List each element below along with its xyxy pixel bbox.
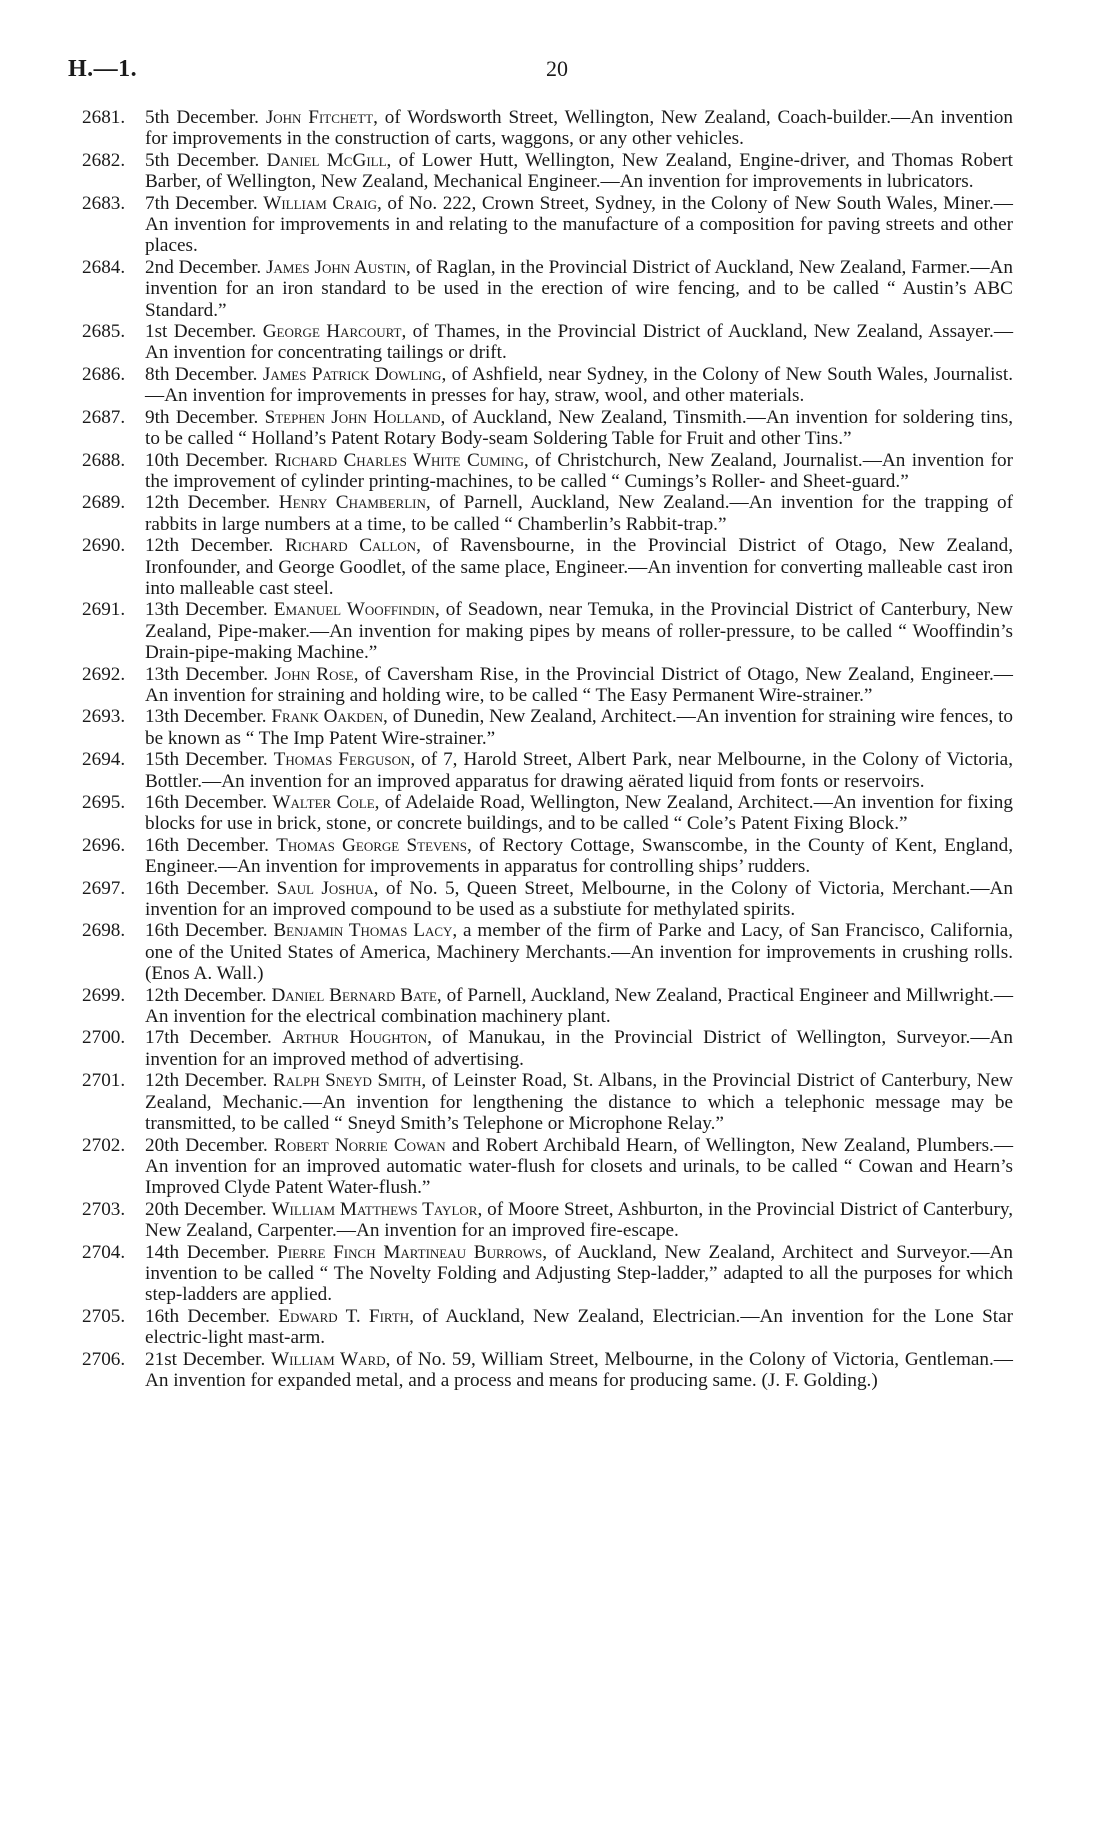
entry-number: 2695.: [82, 792, 126, 813]
entry-date: 12th December.: [145, 984, 267, 1006]
entry-description: , of Ashfield, near Sydney, in the Colony of New South Wales, Journalist.—An invention for improvements in presses for hay, straw, wool, and other materials.: [145, 363, 1014, 407]
patent-entry: [82, 1027, 1013, 1070]
patent-entry: [82, 1070, 1013, 1134]
patent-entry: [82, 835, 1013, 878]
entry-description: , of No. 222, Crown Street, Sydney, in the Colony of New South Wales, Miner.—An invention for improvements in and relating to the manufacture of a composition for paving streets and other places.: [145, 192, 1013, 257]
page-number: 20: [546, 56, 568, 81]
entry-number: 2687.: [82, 406, 126, 428]
patent-entry: [82, 878, 1013, 921]
applicant-name: Pierre Finch Martineau Burrows: [277, 1241, 543, 1263]
entry-date: 5th December.: [145, 149, 260, 171]
applicant-name: John Fitchett: [265, 107, 374, 128]
entry-date: 2nd December.: [145, 256, 262, 278]
patent-entry: [82, 706, 1013, 749]
entry-description: , of Seadown, near Temuka, in the Provincial District of Canterbury, New Zealand, Pipe-maker.—An invention for making pipes by means of roller-pressure, to be called “ Wooffindin’s Drain-pipe-making Machine.”: [145, 599, 1014, 664]
entry-description: , of Auckland, New Zealand, Tinsmith.—An invention for soldering tins, to be called “ Holland’s Patent Rotary Body-seam Soldering Table for Fruit and other Tins.”: [145, 406, 1013, 450]
entry-date: 17th December.: [145, 1027, 272, 1049]
entry-number: 2706.: [82, 1348, 126, 1370]
entry-number: 2681.: [82, 107, 126, 128]
entry-description: , of Wordsworth Street, Wellington, New Zealand, Coach-builder.—An invention for improvements in the construction of carts, waggons, or any other vehicles.: [145, 107, 1013, 150]
patent-entry: [82, 920, 1013, 984]
applicant-name: James Patrick Dowling: [262, 363, 442, 385]
entry-date: 16th December.: [145, 1305, 270, 1327]
patent-entry: [82, 985, 1013, 1028]
entry-number: 2702.: [82, 1134, 126, 1156]
entry-description: and Robert Archibald Hearn, of Wellington, New Zealand, Plumbers.—An invention for an improved automatic water-flush for closets and urinals, to be called “ Cowan and Hearn’s Improved Clyde Patent Water-flush.”: [145, 1134, 1014, 1199]
entry-number: 2682.: [82, 149, 126, 171]
entry-number: 2696.: [82, 834, 126, 856]
entry-date: 8th December.: [145, 363, 258, 385]
patent-entry: [82, 792, 1013, 835]
entry-number: 2698.: [82, 920, 126, 942]
patent-entry: [82, 321, 1013, 364]
entry-number: 2691.: [82, 599, 126, 621]
applicant-name: William Matthews Taylor: [271, 1198, 478, 1220]
applicant-name: Frank Oakden: [271, 706, 383, 728]
applicant-name: Emanuel Wooffindin: [273, 599, 435, 621]
entry-description: , of Auckland, New Zealand, Architect and Surveyor.—An invention to be called “ The Novelty Folding and Adjusting Step-ladder,” adapted to all the purposes for which step-ladders are applied.: [145, 1241, 1014, 1306]
entry-number: 2683.: [82, 192, 126, 214]
patent-entry: [82, 364, 1013, 407]
entry-number: 2689.: [82, 492, 126, 514]
applicant-name: William Ward: [271, 1348, 386, 1370]
patent-entry: [82, 257, 1013, 321]
entry-description: , of Lower Hutt, Wellington, New Zealand, Engine-driver, and Thomas Robert Barber, of Wellington, New Zealand, Mechanical Engineer.—An invention for improvements in lubricators.: [145, 149, 1013, 193]
entry-date: 15th December.: [145, 749, 268, 771]
entry-date: 13th December.: [145, 599, 268, 621]
entry-description: , a member of the firm of Parke and Lacy, of San Francisco, California, one of the United States of America, Machinery Merchants.—An invention for improvements in crushing rolls. (Enos A. Wall.): [145, 920, 1013, 985]
entry-description: , of Manukau, in the Provincial District of Wellington, Surveyor.—An invention for an improved method of advertising.: [145, 1027, 1013, 1070]
patent-entry: [82, 407, 1013, 450]
patent-entry: [82, 749, 1013, 792]
patent-entry: [82, 492, 1013, 535]
entry-number: 2688.: [82, 449, 126, 471]
entry-number: 2692.: [82, 663, 126, 685]
entry-description: , of Christchurch, New Zealand, Journalist.—An invention for the improvement of cylinder printing-machines, to be called “ Cumings’s Roller- and Sheet-guard.”: [145, 449, 1013, 492]
patent-entry: [82, 664, 1013, 707]
applicant-name: Richard Callon: [284, 535, 417, 557]
applicant-name: John Rose: [274, 663, 354, 685]
entry-date: 13th December.: [145, 706, 267, 728]
entry-number: 2699.: [82, 984, 126, 1006]
applicant-name: Arthur Houghton: [281, 1027, 428, 1049]
patent-entry: [82, 599, 1013, 663]
patent-entry: [82, 1349, 1013, 1392]
patent-entry-list: [82, 107, 1013, 1391]
applicant-name: Stephen John Holland: [264, 406, 441, 428]
entry-description: , of Auckland, New Zealand, Electrician.—An invention for the Lone Star electric-light mast-arm.: [145, 1305, 1013, 1349]
patent-entry: [82, 1135, 1013, 1199]
applicant-name: George Harcourt: [262, 321, 402, 343]
entry-number: 2693.: [82, 706, 126, 728]
entry-description: , of No. 59, William Street, Melbourne, in the Colony of Victoria, Gentleman.—An invention for expanded metal, and a process and means for producing same. (J. F. Golding.): [145, 1348, 1013, 1391]
entry-number: 2685.: [82, 321, 126, 343]
entry-description: , of 7, Harold Street, Albert Park, near Melbourne, in the Colony of Victoria, Bottler.—An invention for an improved apparatus for drawing aërated liquid from fonts or reservoirs.: [145, 749, 1013, 792]
entry-date: 12th December.: [145, 492, 271, 514]
applicant-name: Benjamin Thomas Lacy: [273, 920, 453, 942]
applicant-name: Edward T. Firth: [278, 1305, 410, 1327]
patent-entry: [82, 450, 1013, 493]
entry-number: 2686.: [82, 363, 126, 385]
applicant-name: Thomas Ferguson: [273, 749, 411, 771]
entry-date: 12th December.: [145, 535, 274, 557]
patent-entry: [82, 535, 1013, 599]
applicant-name: Thomas George Stevens: [276, 834, 467, 856]
entry-date: 16th December.: [145, 920, 268, 942]
entry-description: , of Rectory Cottage, Swanscombe, in the County of Kent, England, Engineer.—An invention for improvements in apparatus for controlling ships’ rudders.: [145, 834, 1014, 878]
entry-date: 16th December.: [145, 877, 270, 899]
entry-date: 1st December.: [145, 321, 257, 343]
entry-number: 2704.: [82, 1241, 126, 1263]
entry-description: , of Dunedin, New Zealand, Architect.—An invention for straining wire fences, to be known as “ The Imp Patent Wire-strainer.”: [145, 706, 1014, 749]
applicant-name: Henry Chamberlin: [278, 492, 426, 514]
entry-description: , of Parnell, Auckland, New Zealand.—An invention for the trapping of rabbits in large numbers at a time, to be called “ Chamberlin’s Rabbit-trap.”: [145, 492, 1013, 535]
entry-date: 20th December.: [145, 1198, 267, 1220]
applicant-name: Ralph Sneyd Smith: [272, 1070, 422, 1092]
patent-entry: [82, 1199, 1013, 1242]
entry-description: , of No. 5, Queen Street, Melbourne, in the Colony of Victoria, Merchant.—An invention for an improved compound to be used as a substiute for methylated spirits.: [145, 877, 1013, 921]
entry-number: 2700.: [82, 1027, 126, 1049]
entry-description: , of Caversham Rise, in the Provincial District of Otago, New Zealand, Engineer.—An invention for straining and holding wire, to be called “ The Easy Permanent Wire-strainer.”: [145, 663, 1013, 706]
entry-date: 20th December.: [145, 1134, 268, 1156]
entry-date: 7th December.: [145, 192, 258, 214]
patent-entry: [82, 150, 1013, 193]
entry-number: 2694.: [82, 749, 126, 771]
applicant-name: Robert Norrie Cowan: [274, 1134, 446, 1156]
applicant-name: Saul Joshua: [276, 877, 374, 899]
patent-entry: [82, 107, 1013, 150]
entry-date: 13th December.: [145, 663, 269, 685]
entry-date: 9th December.: [145, 406, 259, 428]
entry-date: 10th December.: [145, 449, 269, 471]
entry-description: , of Thames, in the Provincial District of Auckland, New Zealand, Assayer.—An invention for concentrating tailings or drift.: [145, 321, 1014, 364]
applicant-name: William Craig: [263, 192, 377, 214]
entry-date: 12th December.: [145, 1070, 268, 1092]
entry-description: , of Adelaide Road, Wellington, New Zealand, Architect.—An invention for fixing blocks for use in brick, stone, or concrete buildings, and to be called “ Cole’s Patent Fixing Block.”: [145, 792, 1013, 835]
patent-entry: [82, 1306, 1013, 1349]
entry-date: 16th December.: [145, 834, 269, 856]
applicant-name: Daniel McGill: [266, 149, 387, 171]
entry-description: , of Moore Street, Ashburton, in the Provincial District of Canterbury, New Zealand, Carpenter.—An invention for an improved fire-escape.: [145, 1198, 1014, 1242]
entry-number: 2690.: [82, 535, 126, 557]
entry-description: , of Raglan, in the Provincial District of Auckland, New Zealand, Farmer.—An invention for an iron standard to be used in the erection of wire fencing, and to be called “ Austin’s ABC Standard.”: [145, 256, 1013, 321]
entry-number: 2684.: [82, 256, 126, 278]
applicant-name: Richard Charles White Cuming: [274, 449, 524, 471]
entry-date: 21st December.: [145, 1348, 266, 1370]
entry-number: 2697.: [82, 877, 126, 899]
document-code: H.—1.: [68, 56, 138, 82]
entry-date: 5th December.: [145, 107, 259, 128]
applicant-name: Walter Cole: [272, 792, 375, 813]
applicant-name: James John Austin: [266, 256, 407, 278]
entry-number: 2701.: [82, 1070, 126, 1092]
entry-date: 14th December.: [145, 1241, 270, 1263]
entry-description: , of Ravensbourne, in the Provincial District of Otago, New Zealand, Ironfounder, and George Goodlet, of the same place, Engineer.—An invention for converting malleable cast iron into malleable cast steel.: [145, 535, 1013, 599]
page-header: [68, 56, 1046, 96]
entry-description: , of Leinster Road, St. Albans, in the Provincial District of Canterbury, New Zealand, Mechanic.—An invention for lengthening the distance to which a telephonic message may be transmitted, to be called “ Sneyd Smith’s Telephone or Microphone Relay.”: [145, 1070, 1013, 1135]
entry-number: 2705.: [82, 1305, 126, 1327]
applicant-name: Daniel Bernard Bate: [271, 984, 437, 1006]
patent-entry: [82, 193, 1013, 257]
entry-number: 2703.: [82, 1198, 126, 1220]
entry-date: 16th December.: [145, 792, 268, 813]
patent-entry: [82, 1242, 1013, 1306]
entry-description: , of Parnell, Auckland, New Zealand, Practical Engineer and Millwright.—An invention for the electrical combination machinery plant.: [145, 984, 1014, 1028]
